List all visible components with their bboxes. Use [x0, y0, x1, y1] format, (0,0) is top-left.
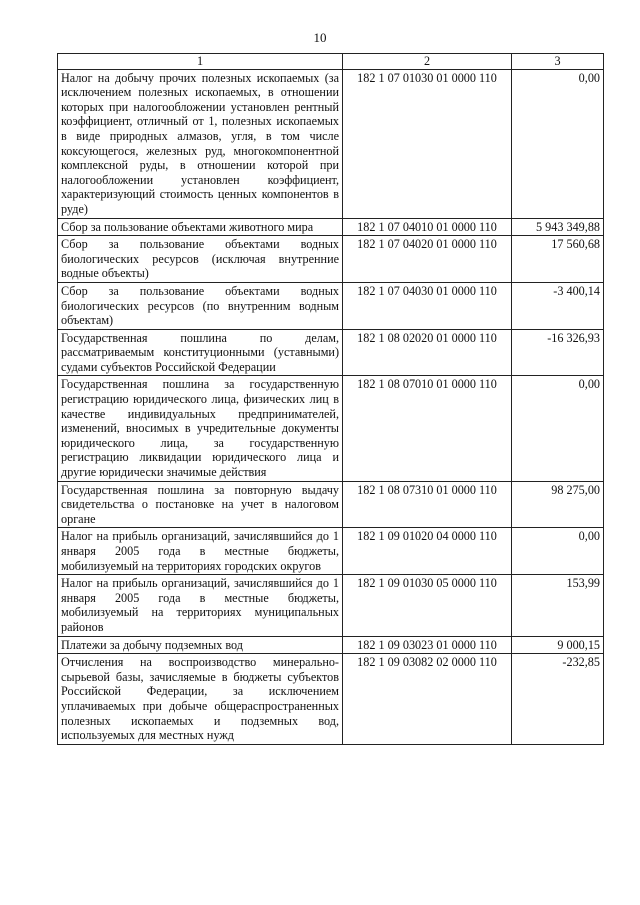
- row-amount: 9 000,15: [512, 636, 604, 654]
- row-code: 182 1 08 07310 01 0000 110: [343, 481, 512, 528]
- row-description: Сбор за пользование объектами водных биологических ресурсов (исключая внутренние водные объекты): [58, 236, 343, 283]
- table-header-row: [58, 54, 604, 70]
- table-row: [58, 528, 604, 575]
- row-code: 182 1 09 01020 04 0000 110: [343, 528, 512, 575]
- column-header-3: 3: [512, 54, 604, 70]
- row-description: Государственная пошлина за государственную регистрацию юридического лица, физических лиц в качестве индивидуальных предпринимателей, изменений, вносимых в учредительные документы юридического лица, за государственную регистрацию ликвидации юридического лица и другие юридически значимые действия: [58, 376, 343, 481]
- page-number: 10: [313, 30, 327, 45]
- row-amount: -232,85: [512, 654, 604, 745]
- column-header-1: 1: [58, 54, 343, 70]
- row-amount: 98 275,00: [512, 481, 604, 528]
- row-description: Сбор за пользование объектами животного мира: [58, 218, 343, 236]
- row-description: Сбор за пользование объектами водных биологических ресурсов (по внутренним водным объектам): [58, 282, 343, 329]
- row-description: Государственная пошлина по делам, рассматриваемым конституционными (уставными) судами субъектов Российской Федерации: [58, 329, 343, 376]
- revenue-table: [57, 53, 604, 745]
- row-amount: 0,00: [512, 528, 604, 575]
- row-description: Налог на прибыль организаций, зачислявшийся до 1 января 2005 года в местные бюджеты, мобилизуемый на территориях муниципальных районов: [58, 575, 343, 636]
- row-code: 182 1 07 04010 01 0000 110: [343, 218, 512, 236]
- row-description: Налог на прибыль организаций, зачислявшийся до 1 января 2005 года в местные бюджеты, мобилизуемый на территориях городских округов: [58, 528, 343, 575]
- row-description: Налог на добычу прочих полезных ископаемых (за исключением полезных ископаемых, в отношении которых при налогообложении установлен рентный коэффициент, отличный от 1, полезных ископаемых в виде природных алмазов, угля, в том числе коксующегося, железных руд, многокомпонентной комплексной руды, в отношении которой при налогообложении установлен коэффициент, характеризующий стоимость ценных компонентов в руде): [58, 69, 343, 218]
- table-row: [58, 575, 604, 636]
- row-amount: 153,99: [512, 575, 604, 636]
- row-amount: 0,00: [512, 69, 604, 218]
- table-row: [58, 236, 604, 283]
- row-code: 182 1 09 01030 05 0000 110: [343, 575, 512, 636]
- table-row: [58, 218, 604, 236]
- row-code: 182 1 07 04030 01 0000 110: [343, 282, 512, 329]
- row-amount: 17 560,68: [512, 236, 604, 283]
- row-description: Платежи за добычу подземных вод: [58, 636, 343, 654]
- table-row: [58, 329, 604, 376]
- row-code: 182 1 07 01030 01 0000 110: [343, 69, 512, 218]
- row-code: 182 1 07 04020 01 0000 110: [343, 236, 512, 283]
- table-row: [58, 69, 604, 218]
- row-description: Отчисления на воспроизводство минерально-сырьевой базы, зачисляемые в бюджеты субъектов Российской Федерации, за исключением уплачиваемых при добыче общераспространенных полезных ископаемых и подземных вод, используемых для местных нужд: [58, 654, 343, 745]
- row-description: Государственная пошлина за повторную выдачу свидетельства о постановке на учет в налоговом органе: [58, 481, 343, 528]
- row-amount: 5 943 349,88: [512, 218, 604, 236]
- row-amount: -16 326,93: [512, 329, 604, 376]
- row-amount: 0,00: [512, 376, 604, 481]
- row-code: 182 1 08 07010 01 0000 110: [343, 376, 512, 481]
- column-header-2: 2: [343, 54, 512, 70]
- table-row: [58, 481, 604, 528]
- table-row: [58, 376, 604, 481]
- row-code: 182 1 09 03082 02 0000 110: [343, 654, 512, 745]
- row-code: 182 1 09 03023 01 0000 110: [343, 636, 512, 654]
- row-code: 182 1 08 02020 01 0000 110: [343, 329, 512, 376]
- table-row: [58, 636, 604, 654]
- table-row: [58, 654, 604, 745]
- table-row: [58, 282, 604, 329]
- row-amount: -3 400,14: [512, 282, 604, 329]
